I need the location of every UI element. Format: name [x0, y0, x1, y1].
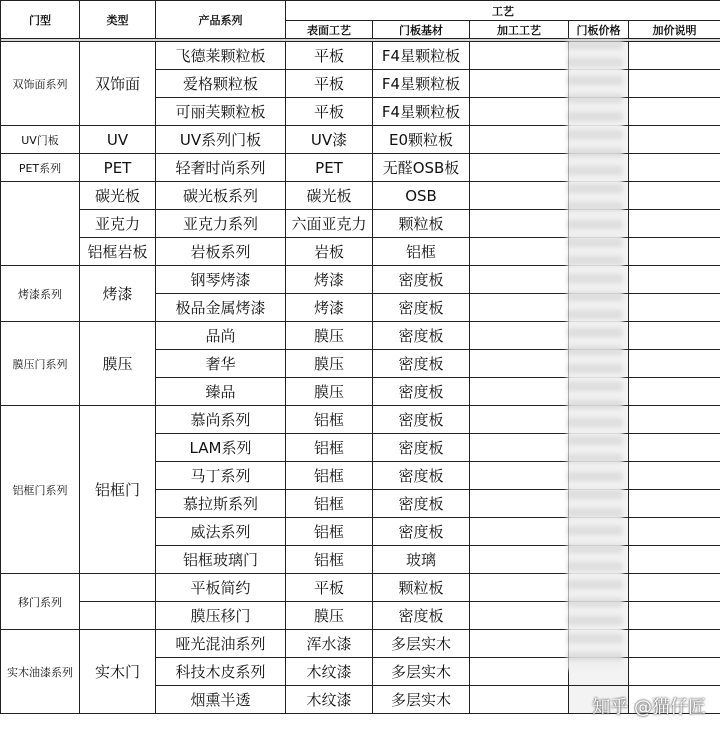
surcharge-cell — [629, 70, 720, 98]
base-cell: 多层实木 — [373, 630, 470, 658]
series-cell: UV系列门板 — [156, 126, 286, 154]
category-cell: 实木门 — [80, 630, 156, 714]
header-base: 门板基材 — [373, 21, 470, 39]
series-cell: LAM系列 — [156, 434, 286, 462]
door-type-cell — [1, 182, 80, 266]
surface-cell: 浑水漆 — [286, 630, 373, 658]
series-cell: 品尚 — [156, 322, 286, 350]
base-cell: 密度板 — [373, 378, 470, 406]
door-type-cell: 烤漆系列 — [1, 266, 80, 322]
base-cell: 密度板 — [373, 434, 470, 462]
surface-cell: 铝框 — [286, 518, 373, 546]
surcharge-cell — [629, 98, 720, 126]
surface-cell: PET — [286, 154, 373, 182]
processing-cell — [470, 182, 569, 210]
surcharge-cell — [629, 630, 720, 658]
base-cell: F4星颗粒板 — [373, 42, 470, 70]
door-type-cell: PET系列 — [1, 154, 80, 182]
category-cell — [80, 602, 156, 630]
header-surface: 表面工艺 — [286, 21, 373, 39]
base-cell: F4星颗粒板 — [373, 98, 470, 126]
processing-cell — [470, 238, 569, 266]
surcharge-cell — [629, 266, 720, 294]
processing-cell — [470, 70, 569, 98]
processing-cell — [470, 406, 569, 434]
base-cell: 密度板 — [373, 294, 470, 322]
base-cell: 多层实木 — [373, 686, 470, 714]
series-cell: 岩板系列 — [156, 238, 286, 266]
surface-cell: 平板 — [286, 70, 373, 98]
surface-cell: 平板 — [286, 42, 373, 70]
header-category: 类型 — [80, 1, 156, 39]
surface-cell: 岩板 — [286, 238, 373, 266]
series-cell: 烟熏半透 — [156, 686, 286, 714]
category-cell: 膜压 — [80, 322, 156, 406]
base-cell: 密度板 — [373, 322, 470, 350]
surface-cell: 烤漆 — [286, 266, 373, 294]
processing-cell — [470, 686, 569, 714]
series-cell: 铝框玻璃门 — [156, 546, 286, 574]
series-cell: 慕拉斯系列 — [156, 490, 286, 518]
header-craft: 工艺 — [286, 1, 720, 21]
surcharge-cell — [629, 350, 720, 378]
header-processing: 加工工艺 — [470, 21, 569, 39]
series-cell: 威法系列 — [156, 518, 286, 546]
series-cell: 钢琴烤漆 — [156, 266, 286, 294]
surface-cell: UV漆 — [286, 126, 373, 154]
surcharge-cell — [629, 518, 720, 546]
door-type-cell: 铝框门系列 — [1, 406, 80, 574]
surcharge-cell — [629, 658, 720, 686]
surface-cell: 铝框 — [286, 490, 373, 518]
surcharge-cell — [629, 462, 720, 490]
processing-cell — [470, 518, 569, 546]
processing-cell — [470, 462, 569, 490]
processing-cell — [470, 294, 569, 322]
base-cell: E0颗粒板 — [373, 126, 470, 154]
base-cell: 密度板 — [373, 350, 470, 378]
series-cell: 爱格颗粒板 — [156, 70, 286, 98]
processing-cell — [470, 658, 569, 686]
watermark: 知乎 @猫仔匠 — [592, 697, 706, 718]
surface-cell: 膜压 — [286, 378, 373, 406]
surcharge-cell — [629, 434, 720, 462]
surcharge-cell — [629, 238, 720, 266]
header-door-type: 门型 — [1, 1, 80, 39]
base-cell: 密度板 — [373, 462, 470, 490]
surcharge-cell — [629, 546, 720, 574]
header-price: 门板价格 — [569, 21, 629, 39]
category-cell: 双饰面 — [80, 42, 156, 126]
processing-cell — [470, 322, 569, 350]
surface-cell: 六面亚克力 — [286, 210, 373, 238]
series-cell: 膜压移门 — [156, 602, 286, 630]
processing-cell — [470, 602, 569, 630]
surface-cell: 膜压 — [286, 602, 373, 630]
category-cell: 烤漆 — [80, 266, 156, 322]
series-cell: 奢华 — [156, 350, 286, 378]
surface-cell: 木纹漆 — [286, 658, 373, 686]
base-cell: 多层实木 — [373, 658, 470, 686]
surcharge-cell — [629, 182, 720, 210]
surface-cell: 铝框 — [286, 434, 373, 462]
surcharge-cell — [629, 210, 720, 238]
series-cell: 极品金属烤漆 — [156, 294, 286, 322]
surface-cell: 铝框 — [286, 546, 373, 574]
base-cell: F4星颗粒板 — [373, 70, 470, 98]
processing-cell — [470, 350, 569, 378]
series-cell: 马丁系列 — [156, 462, 286, 490]
processing-cell — [470, 574, 569, 602]
surface-cell: 平板 — [286, 574, 373, 602]
surface-cell: 木纹漆 — [286, 686, 373, 714]
series-cell: 平板简约 — [156, 574, 286, 602]
category-cell: 铝框岩板 — [80, 238, 156, 266]
base-cell: 密度板 — [373, 518, 470, 546]
category-cell: PET — [80, 154, 156, 182]
category-cell: 碳光板 — [80, 182, 156, 210]
category-cell: 铝框门 — [80, 406, 156, 574]
surface-cell: 铝框 — [286, 462, 373, 490]
category-cell — [80, 574, 156, 602]
series-cell: 慕尚系列 — [156, 406, 286, 434]
series-cell: 碳光板系列 — [156, 182, 286, 210]
surcharge-cell — [629, 378, 720, 406]
base-cell: 无醛OSB板 — [373, 154, 470, 182]
surface-cell: 铝框 — [286, 406, 373, 434]
series-cell: 哑光混油系列 — [156, 630, 286, 658]
door-type-cell: 双饰面系列 — [1, 42, 80, 126]
processing-cell — [470, 434, 569, 462]
base-cell: 颗粒板 — [373, 574, 470, 602]
base-cell: OSB — [373, 182, 470, 210]
door-type-cell: 移门系列 — [1, 574, 80, 630]
processing-cell — [470, 546, 569, 574]
door-type-cell: 实木油漆系列 — [1, 630, 80, 714]
series-cell: 轻奢时尚系列 — [156, 154, 286, 182]
category-cell: UV — [80, 126, 156, 154]
surcharge-cell — [629, 154, 720, 182]
processing-cell — [470, 42, 569, 70]
surface-cell: 平板 — [286, 98, 373, 126]
base-cell: 密度板 — [373, 490, 470, 518]
processing-cell — [470, 210, 569, 238]
series-cell: 科技木皮系列 — [156, 658, 286, 686]
base-cell: 密度板 — [373, 266, 470, 294]
door-type-cell: UV门板 — [1, 126, 80, 154]
series-cell: 飞德莱颗粒板 — [156, 42, 286, 70]
header-series: 产品系列 — [156, 1, 286, 39]
surface-cell: 碳光板 — [286, 182, 373, 210]
surface-cell: 膜压 — [286, 322, 373, 350]
processing-cell — [470, 490, 569, 518]
surcharge-cell — [629, 490, 720, 518]
surcharge-cell — [629, 322, 720, 350]
processing-cell — [470, 266, 569, 294]
surcharge-cell — [629, 574, 720, 602]
door-type-cell: 膜压门系列 — [1, 322, 80, 406]
surface-cell: 烤漆 — [286, 294, 373, 322]
price-redaction-blur — [567, 40, 623, 670]
base-cell: 密度板 — [373, 406, 470, 434]
processing-cell — [470, 98, 569, 126]
surface-cell: 膜压 — [286, 350, 373, 378]
surcharge-cell — [629, 126, 720, 154]
header-surcharge: 加价说明 — [629, 21, 720, 39]
processing-cell — [470, 126, 569, 154]
base-cell: 玻璃 — [373, 546, 470, 574]
surcharge-cell — [629, 294, 720, 322]
series-cell: 可丽芙颗粒板 — [156, 98, 286, 126]
base-cell: 颗粒板 — [373, 210, 470, 238]
category-cell: 亚克力 — [80, 210, 156, 238]
processing-cell — [470, 630, 569, 658]
surcharge-cell — [629, 602, 720, 630]
base-cell: 密度板 — [373, 602, 470, 630]
processing-cell — [470, 154, 569, 182]
series-cell: 亚克力系列 — [156, 210, 286, 238]
series-cell: 臻品 — [156, 378, 286, 406]
base-cell: 铝框 — [373, 238, 470, 266]
surcharge-cell — [629, 42, 720, 70]
header-row — [1, 1, 720, 21]
surcharge-cell — [629, 406, 720, 434]
processing-cell — [470, 378, 569, 406]
